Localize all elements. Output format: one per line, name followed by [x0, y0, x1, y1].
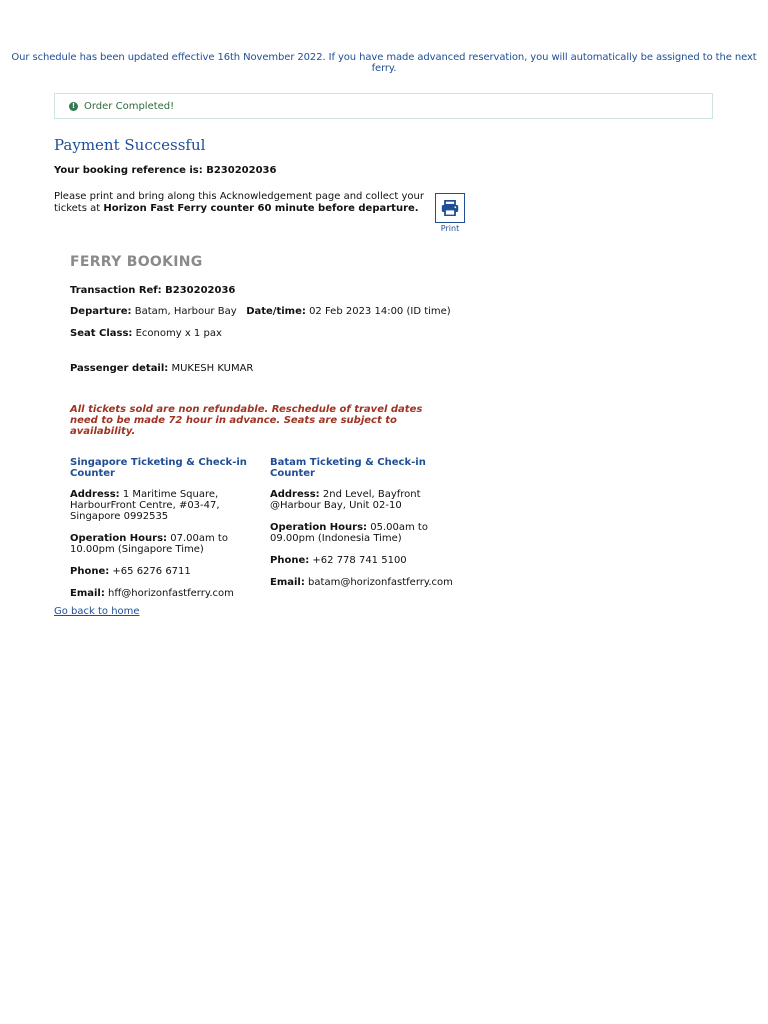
- batam-counter-title: Batam Ticketing & Check-in Counter: [270, 457, 426, 479]
- schedule-notice: Our schedule has been updated effective 16th November 2022. If you have made advanced reservation, you will automatically be assigned to the next ferry.: [11, 52, 757, 74]
- batam-email: Email: batam@horizonfastferry.com: [270, 577, 453, 588]
- batam-counter-info: [270, 457, 455, 599]
- singapore-email: Email: hff@horizonfastferry.com: [70, 588, 234, 599]
- go-back-home-link[interactable]: Go back to home: [54, 606, 140, 617]
- printer-icon: [441, 200, 459, 216]
- passenger-value: MUKESH KUMAR: [171, 363, 254, 374]
- singapore-phone: Phone: +65 6276 6711: [70, 566, 191, 577]
- order-completed-alert: [54, 93, 713, 119]
- page-title: Payment Successful: [54, 136, 206, 154]
- departure-value: Batam, Harbour Bay: [134, 306, 237, 317]
- batam-phone: Phone: +62 778 741 5100: [270, 555, 407, 566]
- instruction-text: Please print and bring along this Acknowledgement page and collect your tickets at: [54, 191, 424, 214]
- batam-hours: Operation Hours: 05.00am to 09.00pm (Indonesia Time): [270, 522, 428, 544]
- print-label[interactable]: Print: [440, 224, 460, 233]
- singapore-address: Address: 1 Maritime Square, HarbourFront Centre, #03-47, Singapore 0992535: [70, 489, 220, 522]
- singapore-counter-title: Singapore Ticketing & Check-in Counter: [70, 457, 247, 479]
- refund-warning: All tickets sold are non refundable. Reschedule of travel dates need to be made 72 hour in advance. Seats are subject to availability.: [70, 404, 423, 437]
- seat-class-line: [70, 328, 222, 339]
- instruction-counter-text: Horizon Fast Ferry counter 60 minute before departure.: [103, 203, 419, 214]
- print-button[interactable]: [435, 193, 465, 223]
- departure-label: Departure:: [70, 306, 132, 317]
- ferry-booking-heading: FERRY BOOKING: [70, 254, 203, 270]
- singapore-counter-info: [70, 457, 255, 610]
- singapore-hours: Operation Hours: 07.00am to 10.00pm (Singapore Time): [70, 533, 228, 555]
- departure-line: [70, 306, 451, 317]
- batam-address: Address: 2nd Level, Bayfront @Harbour Bay, Unit 02-10: [270, 489, 421, 511]
- datetime-label: Date/time:: [246, 306, 306, 317]
- print-instructions: [54, 191, 424, 215]
- exclamation-circle-icon: !: [69, 102, 78, 111]
- transaction-ref: Transaction Ref: B230202036: [70, 285, 236, 296]
- alert-text: Order Completed!: [84, 100, 175, 112]
- seat-class-label: Seat Class:: [70, 328, 133, 339]
- passenger-label: Passenger detail:: [70, 363, 169, 374]
- datetime-value: 02 Feb 2023 14:00 (ID time): [309, 306, 451, 317]
- seat-class-value: Economy x 1 pax: [135, 328, 222, 339]
- passenger-line: [70, 363, 253, 374]
- booking-reference: Your booking reference is: B230202036: [54, 165, 277, 176]
